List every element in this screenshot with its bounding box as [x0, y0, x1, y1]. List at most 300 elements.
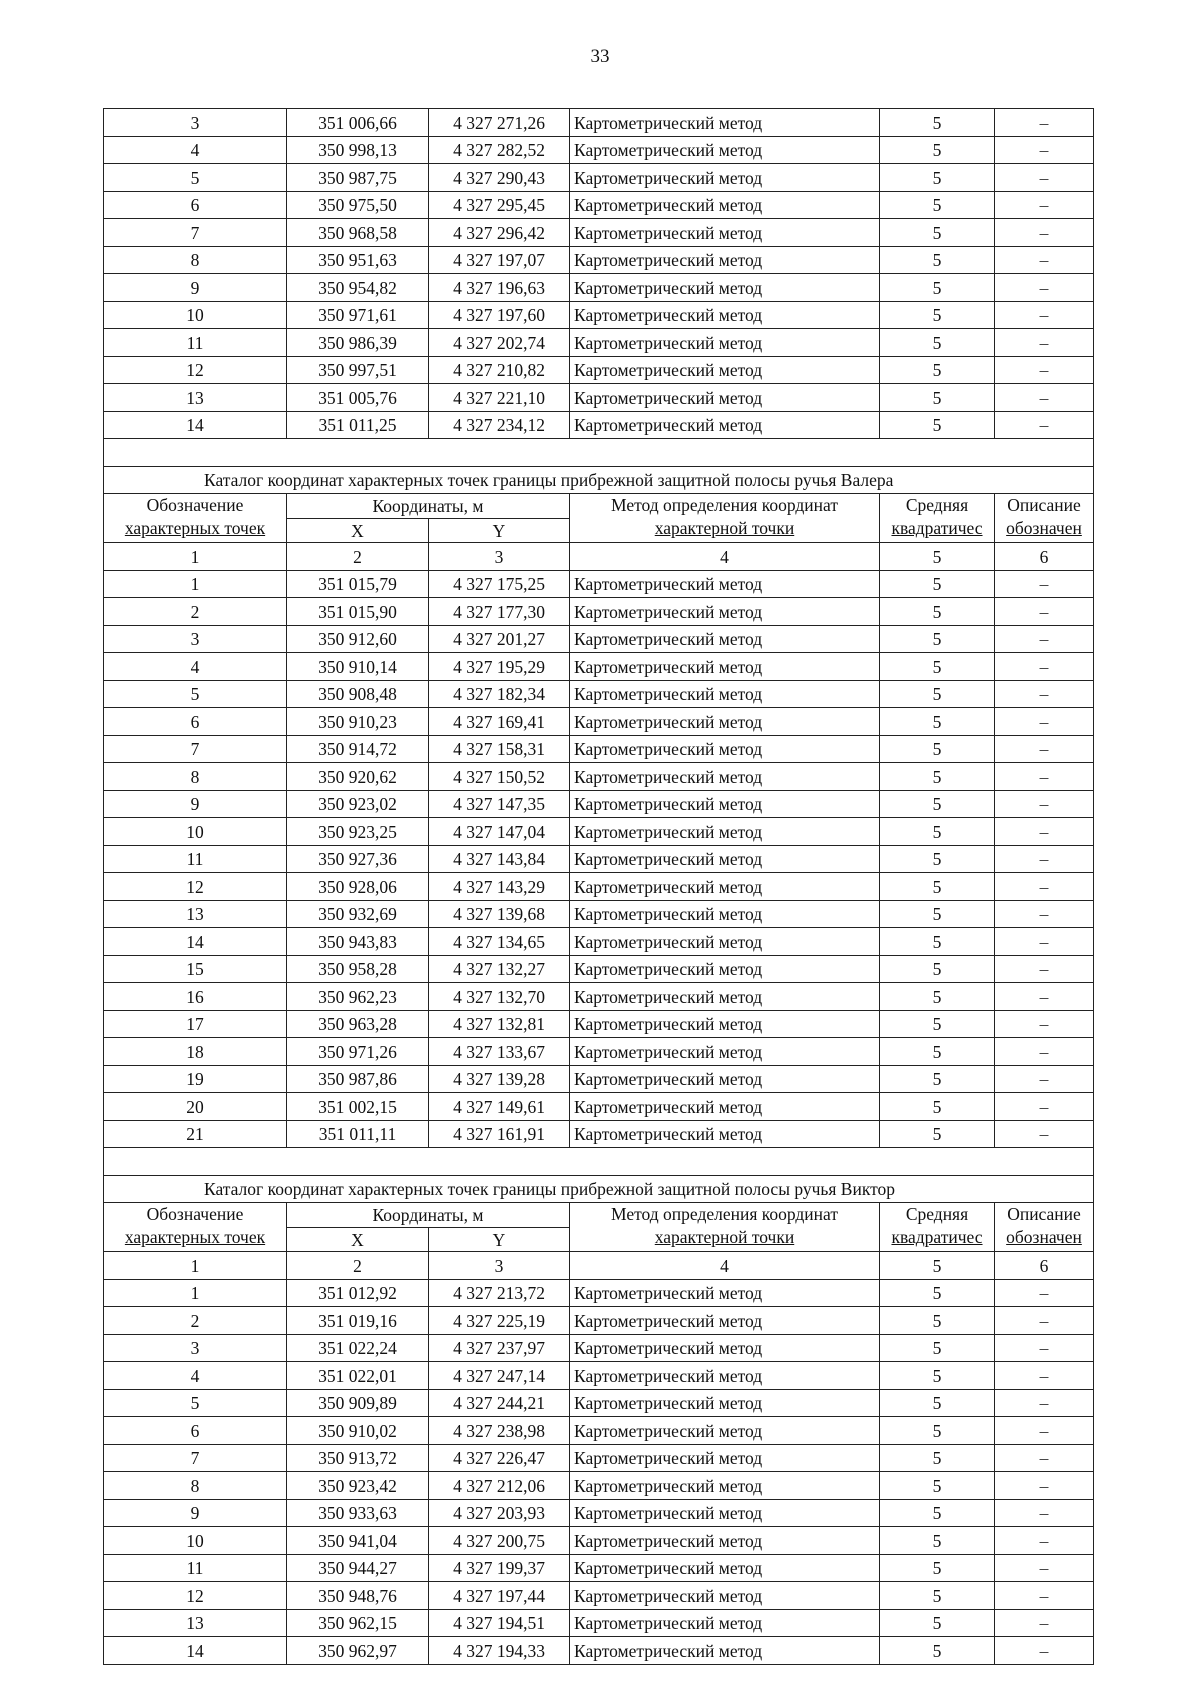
table-row	[104, 1120, 1094, 1148]
error-cell: 5	[880, 598, 995, 626]
method-cell: Картометрический метод	[570, 735, 880, 763]
point-number-cell: 3	[104, 109, 287, 137]
point-number-cell: 7	[104, 1444, 287, 1472]
error-cell: 5	[880, 109, 995, 137]
table-row	[104, 653, 1094, 681]
x-coordinate-cell: 350 933,63	[287, 1499, 429, 1527]
column-number-cell: 1	[104, 1252, 287, 1280]
point-number-cell: 16	[104, 983, 287, 1011]
error-cell: 5	[880, 708, 995, 736]
point-number-cell: 14	[104, 1637, 287, 1665]
y-coordinate-cell: 4 327 212,06	[429, 1472, 570, 1500]
point-number-cell: 14	[104, 411, 287, 439]
method-cell: Картометрический метод	[570, 680, 880, 708]
method-cell: Картометрический метод	[570, 1362, 880, 1390]
x-header: X	[287, 519, 429, 543]
error-cell: 5	[880, 1307, 995, 1335]
description-cell: –	[995, 900, 1094, 928]
x-coordinate-cell: 350 963,28	[287, 1010, 429, 1038]
table-row	[104, 1093, 1094, 1121]
table-row	[104, 356, 1094, 384]
y-coordinate-cell: 4 327 295,45	[429, 191, 570, 219]
x-coordinate-cell: 350 928,06	[287, 873, 429, 901]
y-coordinate-cell: 4 327 161,91	[429, 1120, 570, 1148]
table-row	[104, 570, 1094, 598]
table-row	[104, 708, 1094, 736]
table-row	[104, 191, 1094, 219]
description-cell: –	[995, 1279, 1094, 1307]
table-row	[104, 411, 1094, 439]
description-header	[995, 494, 1094, 543]
y-header: Y	[429, 519, 570, 543]
table-row	[104, 1609, 1094, 1637]
point-number-cell: 8	[104, 1472, 287, 1500]
y-coordinate-cell: 4 327 195,29	[429, 653, 570, 681]
description-cell: –	[995, 680, 1094, 708]
error-cell: 5	[880, 1010, 995, 1038]
y-coordinate-cell: 4 327 210,82	[429, 356, 570, 384]
description-cell: –	[995, 928, 1094, 956]
y-coordinate-cell: 4 327 197,07	[429, 246, 570, 274]
method-header-line1: Метод определения координат	[611, 495, 838, 515]
y-coordinate-cell: 4 327 196,63	[429, 274, 570, 302]
y-coordinate-cell: 4 327 282,52	[429, 136, 570, 164]
method-cell: Картометрический метод	[570, 301, 880, 329]
method-cell: Картометрический метод	[570, 1472, 880, 1500]
table-row	[104, 1307, 1094, 1335]
table-row	[104, 274, 1094, 302]
table-row	[104, 983, 1094, 1011]
description-cell: –	[995, 109, 1094, 137]
error-cell: 5	[880, 1362, 995, 1390]
table-row	[104, 680, 1094, 708]
table-row	[104, 1582, 1094, 1610]
error-cell: 5	[880, 790, 995, 818]
header-row	[104, 494, 1094, 519]
error-cell: 5	[880, 329, 995, 357]
description-cell: –	[995, 1362, 1094, 1390]
designation-header	[104, 1203, 287, 1252]
y-coordinate-cell: 4 327 139,68	[429, 900, 570, 928]
method-header-line1: Метод определения координат	[611, 1204, 838, 1224]
point-number-cell: 6	[104, 191, 287, 219]
x-coordinate-cell: 350 962,23	[287, 983, 429, 1011]
column-number-cell: 6	[995, 1252, 1094, 1280]
error-cell: 5	[880, 1554, 995, 1582]
y-coordinate-cell: 4 327 221,10	[429, 384, 570, 412]
description-cell: –	[995, 246, 1094, 274]
x-coordinate-cell: 350 914,72	[287, 735, 429, 763]
description-cell: –	[995, 1582, 1094, 1610]
description-cell: –	[995, 1334, 1094, 1362]
column-numbers-row	[104, 1252, 1094, 1280]
method-cell: Картометрический метод	[570, 411, 880, 439]
x-coordinate-cell: 350 975,50	[287, 191, 429, 219]
coordinates-header: Координаты, м	[287, 494, 570, 519]
point-number-cell: 5	[104, 164, 287, 192]
point-number-cell: 13	[104, 384, 287, 412]
point-number-cell: 20	[104, 1093, 287, 1121]
error-header	[880, 1203, 995, 1252]
point-number-cell: 4	[104, 1362, 287, 1390]
point-number-cell: 5	[104, 680, 287, 708]
error-cell: 5	[880, 680, 995, 708]
point-number-cell: 3	[104, 625, 287, 653]
x-coordinate-cell: 350 986,39	[287, 329, 429, 357]
y-coordinate-cell: 4 327 201,27	[429, 625, 570, 653]
error-cell: 5	[880, 1609, 995, 1637]
method-header	[570, 1203, 880, 1252]
description-cell: –	[995, 1307, 1094, 1335]
x-coordinate-cell: 350 987,75	[287, 164, 429, 192]
method-cell: Картометрический метод	[570, 845, 880, 873]
x-coordinate-cell: 350 958,28	[287, 955, 429, 983]
x-coordinate-cell: 350 908,48	[287, 680, 429, 708]
method-cell: Картометрический метод	[570, 1334, 880, 1362]
column-numbers-row	[104, 543, 1094, 571]
method-cell: Картометрический метод	[570, 1637, 880, 1665]
catalog-title-row	[104, 466, 1094, 494]
y-coordinate-cell: 4 327 296,42	[429, 219, 570, 247]
method-cell: Картометрический метод	[570, 384, 880, 412]
error-cell: 5	[880, 274, 995, 302]
table-row	[104, 136, 1094, 164]
error-cell: 5	[880, 246, 995, 274]
y-coordinate-cell: 4 327 194,33	[429, 1637, 570, 1665]
table-row	[104, 1334, 1094, 1362]
method-cell: Картометрический метод	[570, 1065, 880, 1093]
y-coordinate-cell: 4 327 169,41	[429, 708, 570, 736]
method-cell: Картометрический метод	[570, 1554, 880, 1582]
error-cell: 5	[880, 625, 995, 653]
column-number-cell: 2	[287, 543, 429, 571]
spacer-cell	[104, 1148, 1094, 1176]
method-cell: Картометрический метод	[570, 570, 880, 598]
y-coordinate-cell: 4 327 234,12	[429, 411, 570, 439]
error-cell: 5	[880, 570, 995, 598]
point-number-cell: 17	[104, 1010, 287, 1038]
x-coordinate-cell: 350 923,02	[287, 790, 429, 818]
error-cell: 5	[880, 1093, 995, 1121]
point-number-cell: 9	[104, 274, 287, 302]
error-cell: 5	[880, 873, 995, 901]
description-cell: –	[995, 301, 1094, 329]
point-number-cell: 10	[104, 818, 287, 846]
description-cell: –	[995, 1120, 1094, 1148]
point-number-cell: 10	[104, 1527, 287, 1555]
error-cell: 5	[880, 411, 995, 439]
error-header-line2: квадратичес	[891, 518, 983, 538]
error-cell: 5	[880, 763, 995, 791]
description-cell: –	[995, 1010, 1094, 1038]
y-coordinate-cell: 4 327 134,65	[429, 928, 570, 956]
coordinates-table-body	[104, 109, 1094, 1665]
y-header: Y	[429, 1228, 570, 1252]
coordinates-table	[103, 108, 1094, 1665]
point-number-cell: 12	[104, 356, 287, 384]
method-cell: Картометрический метод	[570, 1499, 880, 1527]
point-number-cell: 4	[104, 136, 287, 164]
y-coordinate-cell: 4 327 271,26	[429, 109, 570, 137]
point-number-cell: 10	[104, 301, 287, 329]
description-cell: –	[995, 790, 1094, 818]
description-cell: –	[995, 845, 1094, 873]
table-row	[104, 955, 1094, 983]
y-coordinate-cell: 4 327 225,19	[429, 1307, 570, 1335]
description-cell: –	[995, 735, 1094, 763]
table-row	[104, 1637, 1094, 1665]
error-cell: 5	[880, 928, 995, 956]
y-coordinate-cell: 4 327 158,31	[429, 735, 570, 763]
x-header: X	[287, 1228, 429, 1252]
y-coordinate-cell: 4 327 182,34	[429, 680, 570, 708]
error-cell: 5	[880, 1637, 995, 1665]
x-coordinate-cell: 350 951,63	[287, 246, 429, 274]
method-cell: Картометрический метод	[570, 955, 880, 983]
point-number-cell: 13	[104, 900, 287, 928]
designation-header	[104, 494, 287, 543]
description-cell: –	[995, 219, 1094, 247]
x-coordinate-cell: 350 954,82	[287, 274, 429, 302]
column-number-cell: 2	[287, 1252, 429, 1280]
error-cell: 5	[880, 1389, 995, 1417]
error-cell: 5	[880, 136, 995, 164]
catalog-title: Каталог координат характерных точек границы прибрежной защитной полосы ручья Виктор	[104, 1175, 1094, 1203]
method-cell: Картометрический метод	[570, 356, 880, 384]
x-coordinate-cell: 351 011,11	[287, 1120, 429, 1148]
method-cell: Картометрический метод	[570, 790, 880, 818]
y-coordinate-cell: 4 327 290,43	[429, 164, 570, 192]
x-coordinate-cell: 350 923,42	[287, 1472, 429, 1500]
method-cell: Картометрический метод	[570, 1582, 880, 1610]
error-header	[880, 494, 995, 543]
table-row	[104, 1279, 1094, 1307]
point-number-cell: 1	[104, 1279, 287, 1307]
x-coordinate-cell: 350 987,86	[287, 1065, 429, 1093]
error-cell: 5	[880, 301, 995, 329]
error-cell: 5	[880, 1279, 995, 1307]
column-number-cell: 4	[570, 543, 880, 571]
point-number-cell: 13	[104, 1609, 287, 1637]
point-number-cell: 4	[104, 653, 287, 681]
x-coordinate-cell: 350 923,25	[287, 818, 429, 846]
point-number-cell: 6	[104, 708, 287, 736]
error-header-line2: квадратичес	[891, 1227, 983, 1247]
x-coordinate-cell: 351 015,90	[287, 598, 429, 626]
description-cell: –	[995, 191, 1094, 219]
error-cell: 5	[880, 164, 995, 192]
method-cell: Картометрический метод	[570, 708, 880, 736]
error-cell: 5	[880, 1120, 995, 1148]
method-header-line2: характерной точки	[654, 1227, 795, 1247]
point-number-cell: 9	[104, 790, 287, 818]
table-row	[104, 735, 1094, 763]
point-number-cell: 7	[104, 219, 287, 247]
point-number-cell: 14	[104, 928, 287, 956]
table-row	[104, 845, 1094, 873]
x-coordinate-cell: 351 002,15	[287, 1093, 429, 1121]
description-header	[995, 1203, 1094, 1252]
table-row	[104, 329, 1094, 357]
description-cell: –	[995, 1609, 1094, 1637]
error-cell: 5	[880, 219, 995, 247]
y-coordinate-cell: 4 327 132,70	[429, 983, 570, 1011]
method-header-line2: характерной точки	[654, 518, 795, 538]
error-cell: 5	[880, 384, 995, 412]
description-cell: –	[995, 136, 1094, 164]
error-cell: 5	[880, 735, 995, 763]
y-coordinate-cell: 4 327 149,61	[429, 1093, 570, 1121]
coordinates-header: Координаты, м	[287, 1203, 570, 1228]
x-coordinate-cell: 351 019,16	[287, 1307, 429, 1335]
description-cell: –	[995, 1417, 1094, 1445]
table-row	[104, 1472, 1094, 1500]
error-cell: 5	[880, 955, 995, 983]
x-coordinate-cell: 351 012,92	[287, 1279, 429, 1307]
x-coordinate-cell: 350 910,14	[287, 653, 429, 681]
description-cell: –	[995, 763, 1094, 791]
y-coordinate-cell: 4 327 203,93	[429, 1499, 570, 1527]
method-cell: Картометрический метод	[570, 900, 880, 928]
point-number-cell: 11	[104, 329, 287, 357]
description-cell: –	[995, 356, 1094, 384]
error-header-line1: Средняя	[905, 495, 969, 515]
method-cell: Картометрический метод	[570, 1010, 880, 1038]
x-coordinate-cell: 350 968,58	[287, 219, 429, 247]
x-coordinate-cell: 350 910,23	[287, 708, 429, 736]
description-cell: –	[995, 653, 1094, 681]
table-row	[104, 1499, 1094, 1527]
error-cell: 5	[880, 845, 995, 873]
x-coordinate-cell: 351 015,79	[287, 570, 429, 598]
table-row	[104, 1554, 1094, 1582]
spacer-cell	[104, 439, 1094, 467]
method-cell: Картометрический метод	[570, 109, 880, 137]
column-number-cell: 5	[880, 543, 995, 571]
x-coordinate-cell: 350 913,72	[287, 1444, 429, 1472]
designation-header-line1: Обозначение	[146, 1204, 244, 1224]
method-cell: Картометрический метод	[570, 219, 880, 247]
table-row	[104, 246, 1094, 274]
description-cell: –	[995, 329, 1094, 357]
x-coordinate-cell: 350 909,89	[287, 1389, 429, 1417]
table-row	[104, 818, 1094, 846]
error-cell: 5	[880, 653, 995, 681]
point-number-cell: 21	[104, 1120, 287, 1148]
error-cell: 5	[880, 1065, 995, 1093]
y-coordinate-cell: 4 327 143,84	[429, 845, 570, 873]
description-cell: –	[995, 164, 1094, 192]
y-coordinate-cell: 4 327 202,74	[429, 329, 570, 357]
method-cell: Картометрический метод	[570, 136, 880, 164]
description-cell: –	[995, 1527, 1094, 1555]
x-coordinate-cell: 350 962,97	[287, 1637, 429, 1665]
table-row	[104, 790, 1094, 818]
y-coordinate-cell: 4 327 213,72	[429, 1279, 570, 1307]
method-cell: Картометрический метод	[570, 1417, 880, 1445]
description-cell: –	[995, 1093, 1094, 1121]
table-row	[104, 900, 1094, 928]
table-row	[104, 928, 1094, 956]
y-coordinate-cell: 4 327 226,47	[429, 1444, 570, 1472]
description-cell: –	[995, 598, 1094, 626]
y-coordinate-cell: 4 327 132,81	[429, 1010, 570, 1038]
table-row	[104, 164, 1094, 192]
x-coordinate-cell: 351 006,66	[287, 109, 429, 137]
x-coordinate-cell: 350 944,27	[287, 1554, 429, 1582]
column-number-cell: 3	[429, 1252, 570, 1280]
method-header	[570, 494, 880, 543]
method-cell: Картометрический метод	[570, 983, 880, 1011]
point-number-cell: 7	[104, 735, 287, 763]
table-row	[104, 384, 1094, 412]
column-number-cell: 3	[429, 543, 570, 571]
method-cell: Картометрический метод	[570, 1279, 880, 1307]
point-number-cell: 19	[104, 1065, 287, 1093]
x-coordinate-cell: 350 948,76	[287, 1582, 429, 1610]
description-cell: –	[995, 818, 1094, 846]
designation-header-line2: характерных точек	[124, 1227, 266, 1247]
table-row	[104, 1389, 1094, 1417]
spacer-row	[104, 439, 1094, 467]
x-coordinate-cell: 351 005,76	[287, 384, 429, 412]
point-number-cell: 2	[104, 1307, 287, 1335]
method-cell: Картометрический метод	[570, 928, 880, 956]
designation-header-line1: Обозначение	[146, 495, 244, 515]
x-coordinate-cell: 350 920,62	[287, 763, 429, 791]
table-row	[104, 109, 1094, 137]
table-row	[104, 1417, 1094, 1445]
column-number-cell: 4	[570, 1252, 880, 1280]
table-row	[104, 1362, 1094, 1390]
method-cell: Картометрический метод	[570, 598, 880, 626]
description-cell: –	[995, 983, 1094, 1011]
point-number-cell: 6	[104, 1417, 287, 1445]
description-cell: –	[995, 411, 1094, 439]
y-coordinate-cell: 4 327 237,97	[429, 1334, 570, 1362]
description-cell: –	[995, 1637, 1094, 1665]
y-coordinate-cell: 4 327 197,60	[429, 301, 570, 329]
error-header-line1: Средняя	[905, 1204, 969, 1224]
x-coordinate-cell: 350 910,02	[287, 1417, 429, 1445]
method-cell: Картометрический метод	[570, 1038, 880, 1066]
y-coordinate-cell: 4 327 199,37	[429, 1554, 570, 1582]
x-coordinate-cell: 350 971,61	[287, 301, 429, 329]
y-coordinate-cell: 4 327 150,52	[429, 763, 570, 791]
point-number-cell: 12	[104, 873, 287, 901]
column-number-cell: 5	[880, 1252, 995, 1280]
error-cell: 5	[880, 900, 995, 928]
description-cell: –	[995, 1038, 1094, 1066]
error-cell: 5	[880, 356, 995, 384]
catalog-title-row	[104, 1175, 1094, 1203]
x-coordinate-cell: 350 997,51	[287, 356, 429, 384]
y-coordinate-cell: 4 327 247,14	[429, 1362, 570, 1390]
error-cell: 5	[880, 1038, 995, 1066]
error-cell: 5	[880, 1472, 995, 1500]
y-coordinate-cell: 4 327 143,29	[429, 873, 570, 901]
method-cell: Картометрический метод	[570, 818, 880, 846]
description-cell: –	[995, 708, 1094, 736]
table-row	[104, 1065, 1094, 1093]
description-header-line1: Описание	[1007, 1204, 1081, 1224]
error-cell: 5	[880, 1444, 995, 1472]
description-cell: –	[995, 1389, 1094, 1417]
description-cell: –	[995, 955, 1094, 983]
x-coordinate-cell: 350 912,60	[287, 625, 429, 653]
y-coordinate-cell: 4 327 177,30	[429, 598, 570, 626]
x-coordinate-cell: 350 962,15	[287, 1609, 429, 1637]
